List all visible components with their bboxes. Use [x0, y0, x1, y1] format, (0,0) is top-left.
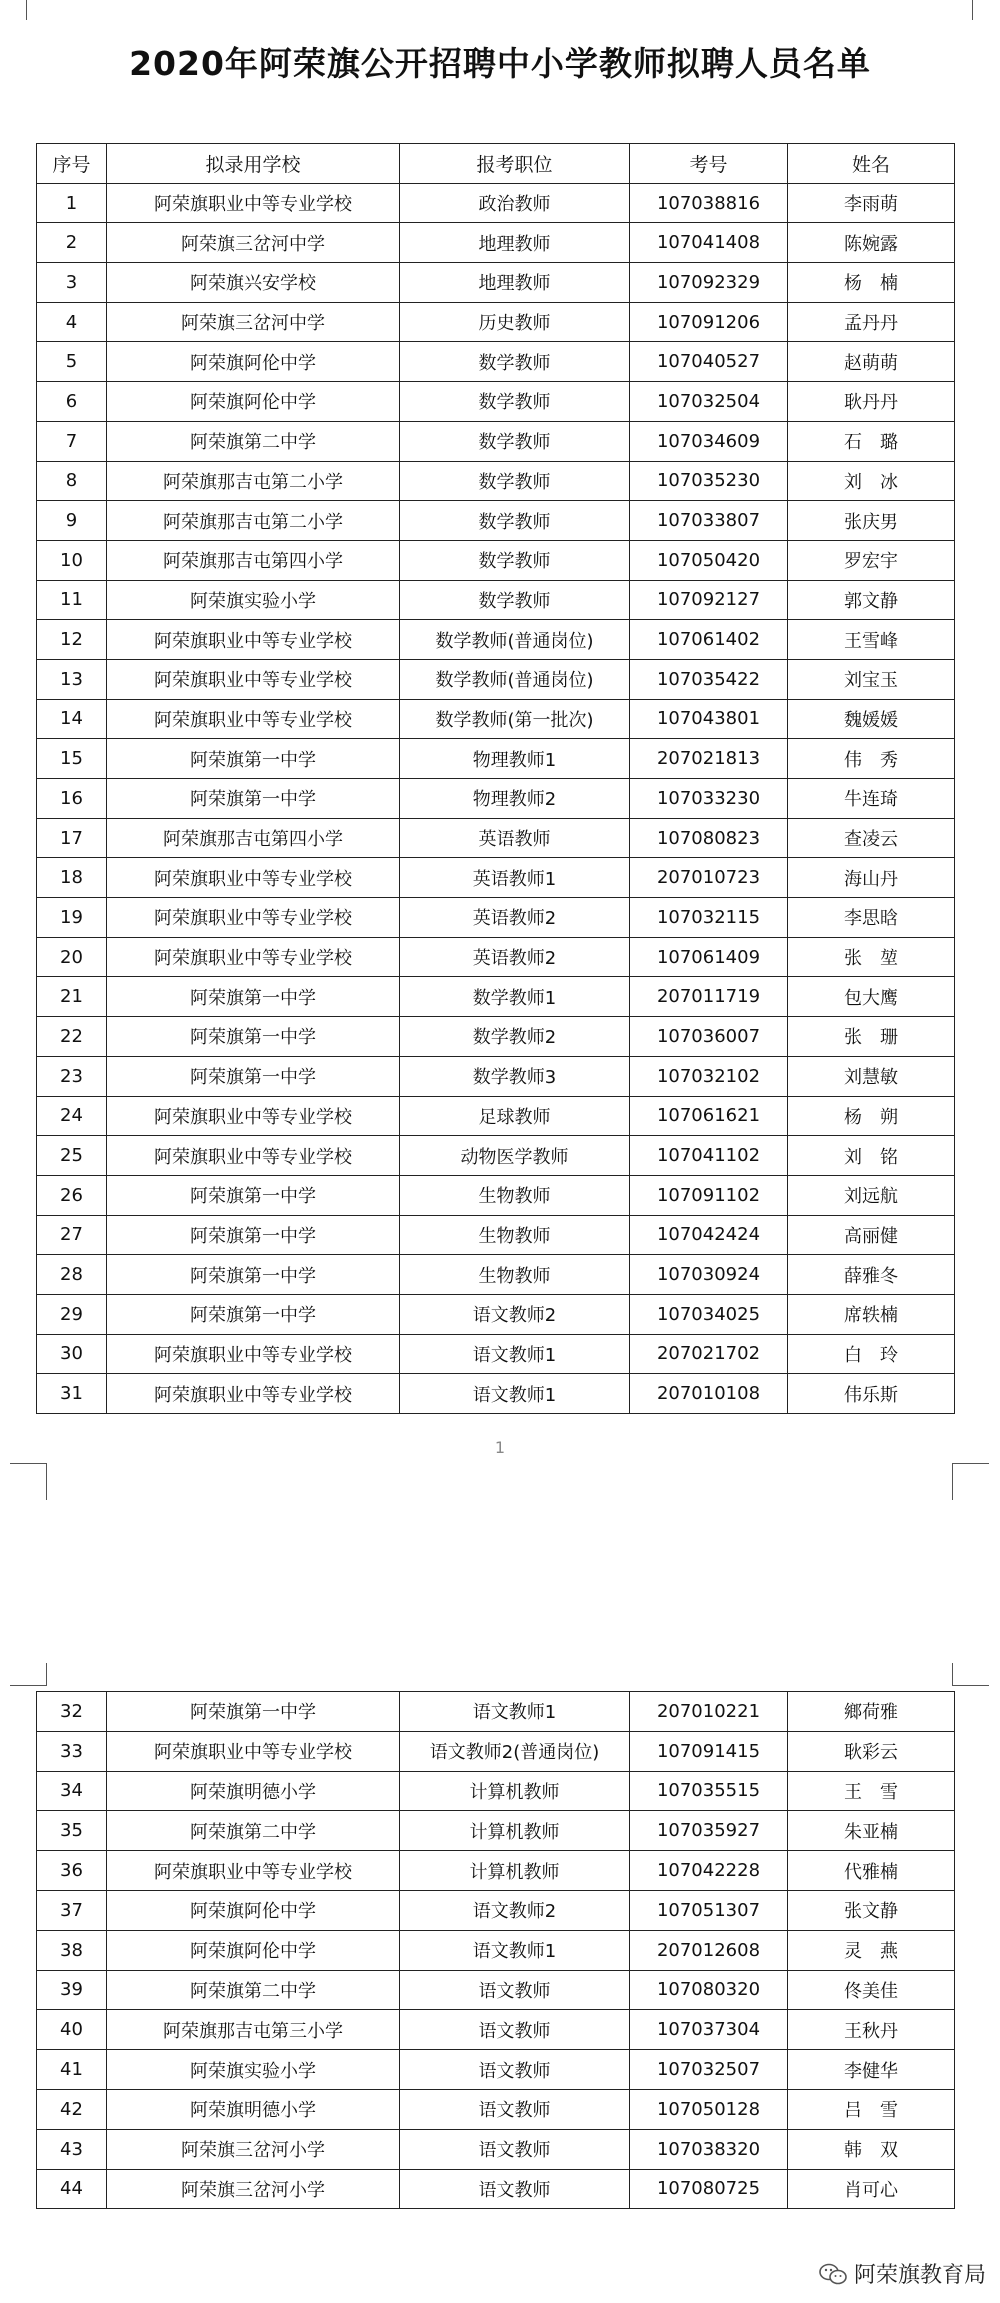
- cell-position: 语文教师1: [400, 1334, 630, 1374]
- table-row: [37, 2129, 955, 2169]
- table-row: [37, 818, 955, 858]
- cell-position: 计算机教师: [400, 1771, 630, 1811]
- cell-seq: 39: [37, 1970, 107, 2010]
- cell-name: 罗宏宇: [788, 540, 955, 580]
- cell-seq: 19: [37, 898, 107, 938]
- cell-name: 鄉荷雅: [788, 1692, 955, 1732]
- cell-exam-id: 107061402: [630, 620, 788, 660]
- table-row: [37, 1851, 955, 1891]
- cell-seq: 3: [37, 263, 107, 303]
- cell-position: 语文教师: [400, 2169, 630, 2209]
- cell-seq: 8: [37, 461, 107, 501]
- table-row: [37, 937, 955, 977]
- cell-school: 阿荣旗阿伦中学: [107, 342, 400, 382]
- cell-school: 阿荣旗职业中等专业学校: [107, 937, 400, 977]
- table-row: [37, 1374, 955, 1414]
- cell-position: 数学教师: [400, 501, 630, 541]
- table-row: [37, 858, 955, 898]
- cell-position: 数学教师1: [400, 977, 630, 1017]
- cell-name: 陈婉露: [788, 223, 955, 263]
- cell-school: 阿荣旗第一中学: [107, 1692, 400, 1732]
- cell-name: 牛连琦: [788, 779, 955, 819]
- cell-seq: 33: [37, 1731, 107, 1771]
- cell-position: 生物教师: [400, 1255, 630, 1295]
- cell-school: 阿荣旗那吉屯第四小学: [107, 540, 400, 580]
- cell-name: 伟 秀: [788, 739, 955, 779]
- roster-table-page2: [36, 1691, 955, 2209]
- table-row: [37, 1334, 955, 1374]
- cell-exam-id: 207021813: [630, 739, 788, 779]
- cell-position: 数学教师: [400, 540, 630, 580]
- cell-exam-id: 107092127: [630, 580, 788, 620]
- cell-name: 李思晗: [788, 898, 955, 938]
- cell-school: 阿荣旗职业中等专业学校: [107, 699, 400, 739]
- cell-seq: 30: [37, 1334, 107, 1374]
- cell-exam-id: 107050128: [630, 2089, 788, 2129]
- cell-seq: 38: [37, 1930, 107, 1970]
- table-row: [37, 898, 955, 938]
- cell-exam-id: 107036007: [630, 1017, 788, 1057]
- table-row: [37, 382, 955, 422]
- table-row: [37, 461, 955, 501]
- cell-name: 张 珊: [788, 1017, 955, 1057]
- cell-position: 物理教师1: [400, 739, 630, 779]
- cell-name: 海山丹: [788, 858, 955, 898]
- table-row: [37, 1255, 955, 1295]
- cell-seq: 23: [37, 1056, 107, 1096]
- cell-seq: 6: [37, 382, 107, 422]
- cell-position: 生物教师: [400, 1175, 630, 1215]
- table-row: [37, 342, 955, 382]
- cell-name: 郭文静: [788, 580, 955, 620]
- table-row: [37, 2010, 955, 2050]
- cell-exam-id: 207011719: [630, 977, 788, 1017]
- cell-exam-id: 107041102: [630, 1136, 788, 1176]
- table-row: [37, 1970, 955, 2010]
- cell-exam-id: 107040527: [630, 342, 788, 382]
- cell-school: 阿荣旗职业中等专业学校: [107, 620, 400, 660]
- cell-seq: 4: [37, 302, 107, 342]
- cell-name: 灵 燕: [788, 1930, 955, 1970]
- table-header-row: [37, 144, 955, 184]
- cell-school: 阿荣旗职业中等专业学校: [107, 1851, 400, 1891]
- cell-seq: 34: [37, 1771, 107, 1811]
- cell-exam-id: 107030924: [630, 1255, 788, 1295]
- cell-position: 数学教师: [400, 461, 630, 501]
- cell-position: 数学教师(普通岗位): [400, 659, 630, 699]
- crop-mark-bottom-left: [10, 1463, 47, 1500]
- cell-name: 王秋丹: [788, 2010, 955, 2050]
- cell-position: 数学教师: [400, 382, 630, 422]
- cell-exam-id: 107080320: [630, 1970, 788, 2010]
- cell-exam-id: 107032507: [630, 2050, 788, 2090]
- table-row: [37, 223, 955, 263]
- table-row: [37, 1930, 955, 1970]
- cell-position: 语文教师1: [400, 1692, 630, 1732]
- cell-seq: 9: [37, 501, 107, 541]
- cell-seq: 7: [37, 421, 107, 461]
- table-row: [37, 1692, 955, 1732]
- cell-position: 语文教师2: [400, 1294, 630, 1334]
- cell-school: 阿荣旗实验小学: [107, 2050, 400, 2090]
- cell-position: 地理教师: [400, 263, 630, 303]
- cell-name: 佟美佳: [788, 1970, 955, 2010]
- cell-name: 杨 朔: [788, 1096, 955, 1136]
- cell-school: 阿荣旗明德小学: [107, 2089, 400, 2129]
- cell-seq: 13: [37, 659, 107, 699]
- cell-exam-id: 107034609: [630, 421, 788, 461]
- cell-exam-id: 107091415: [630, 1731, 788, 1771]
- cell-exam-id: 107032504: [630, 382, 788, 422]
- cell-seq: 11: [37, 580, 107, 620]
- cell-name: 代雅楠: [788, 1851, 955, 1891]
- table-row: [37, 1215, 955, 1255]
- crop-mark-page2-top-left: [10, 1663, 47, 1686]
- table-row: [37, 501, 955, 541]
- table-row: [37, 2089, 955, 2129]
- cell-school: 阿荣旗职业中等专业学校: [107, 1334, 400, 1374]
- cell-exam-id: 107042228: [630, 1851, 788, 1891]
- table-row: [37, 263, 955, 303]
- header-exam-id: 考号: [630, 144, 788, 184]
- cell-exam-id: 107061621: [630, 1096, 788, 1136]
- cell-name: 高丽健: [788, 1215, 955, 1255]
- cell-school: 阿荣旗阿伦中学: [107, 1930, 400, 1970]
- cell-seq: 26: [37, 1175, 107, 1215]
- cell-name: 包大鹰: [788, 977, 955, 1017]
- cell-position: 动物医学教师: [400, 1136, 630, 1176]
- cell-seq: 12: [37, 620, 107, 660]
- cell-exam-id: 107061409: [630, 937, 788, 977]
- cell-position: 地理教师: [400, 223, 630, 263]
- cell-exam-id: 107041408: [630, 223, 788, 263]
- cell-seq: 16: [37, 779, 107, 819]
- cell-seq: 41: [37, 2050, 107, 2090]
- table-row: [37, 1890, 955, 1930]
- cell-school: 阿荣旗职业中等专业学校: [107, 1136, 400, 1176]
- cell-seq: 28: [37, 1255, 107, 1295]
- cell-school: 阿荣旗那吉屯第三小学: [107, 2010, 400, 2050]
- cell-seq: 35: [37, 1811, 107, 1851]
- table-row: [37, 1096, 955, 1136]
- cell-exam-id: 107042424: [630, 1215, 788, 1255]
- cell-school: 阿荣旗职业中等专业学校: [107, 1096, 400, 1136]
- cell-seq: 18: [37, 858, 107, 898]
- cell-position: 数学教师(普通岗位): [400, 620, 630, 660]
- cell-exam-id: 107038816: [630, 183, 788, 223]
- cell-name: 张 堃: [788, 937, 955, 977]
- cell-school: 阿荣旗第一中学: [107, 1294, 400, 1334]
- cell-name: 刘 铭: [788, 1136, 955, 1176]
- cell-name: 朱亚楠: [788, 1811, 955, 1851]
- cell-position: 数学教师: [400, 580, 630, 620]
- cell-exam-id: 107080823: [630, 818, 788, 858]
- cell-exam-id: 107050420: [630, 540, 788, 580]
- cell-seq: 10: [37, 540, 107, 580]
- header-seq: 序号: [37, 144, 107, 184]
- cell-name: 杨 楠: [788, 263, 955, 303]
- cell-position: 数学教师2: [400, 1017, 630, 1057]
- cell-position: 语文教师: [400, 2089, 630, 2129]
- header-position: 报考职位: [400, 144, 630, 184]
- account-watermark: [818, 2258, 986, 2289]
- cell-school: 阿荣旗阿伦中学: [107, 1890, 400, 1930]
- cell-exam-id: 107035515: [630, 1771, 788, 1811]
- cell-name: 韩 双: [788, 2129, 955, 2169]
- cell-exam-id: 107035422: [630, 659, 788, 699]
- cell-seq: 22: [37, 1017, 107, 1057]
- table-row: [37, 421, 955, 461]
- cell-school: 阿荣旗职业中等专业学校: [107, 1374, 400, 1414]
- cell-position: 语文教师1: [400, 1374, 630, 1414]
- cell-exam-id: 107092329: [630, 263, 788, 303]
- cell-exam-id: 107043801: [630, 699, 788, 739]
- cell-school: 阿荣旗三岔河小学: [107, 2129, 400, 2169]
- cell-school: 阿荣旗第一中学: [107, 739, 400, 779]
- cell-name: 耿丹丹: [788, 382, 955, 422]
- cell-seq: 32: [37, 1692, 107, 1732]
- table-row: [37, 1175, 955, 1215]
- table-row: [37, 659, 955, 699]
- cell-position: 数学教师(第一批次): [400, 699, 630, 739]
- cell-school: 阿荣旗那吉屯第二小学: [107, 461, 400, 501]
- cell-name: 席轶楠: [788, 1294, 955, 1334]
- cell-school: 阿荣旗那吉屯第四小学: [107, 818, 400, 858]
- cell-name: 王 雪: [788, 1771, 955, 1811]
- wechat-icon: [818, 2262, 848, 2286]
- crop-mark-top-right: [972, 0, 973, 20]
- cell-exam-id: 107032115: [630, 898, 788, 938]
- page-number: 1: [494, 1438, 506, 1457]
- cell-name: 白 玲: [788, 1334, 955, 1374]
- cell-position: 英语教师2: [400, 898, 630, 938]
- cell-school: 阿荣旗那吉屯第二小学: [107, 501, 400, 541]
- cell-name: 孟丹丹: [788, 302, 955, 342]
- cell-seq: 40: [37, 2010, 107, 2050]
- cell-name: 李雨萌: [788, 183, 955, 223]
- table-row: [37, 1811, 955, 1851]
- cell-name: 赵萌萌: [788, 342, 955, 382]
- crop-mark-bottom-right: [952, 1463, 989, 1500]
- cell-school: 阿荣旗三岔河中学: [107, 302, 400, 342]
- cell-name: 刘宝玉: [788, 659, 955, 699]
- cell-name: 肖可心: [788, 2169, 955, 2209]
- cell-position: 政治教师: [400, 183, 630, 223]
- cell-name: 吕 雪: [788, 2089, 955, 2129]
- cell-school: 阿荣旗第一中学: [107, 1056, 400, 1096]
- cell-position: 计算机教师: [400, 1851, 630, 1891]
- table-body-page1: [37, 183, 955, 1413]
- cell-school: 阿荣旗第二中学: [107, 1811, 400, 1851]
- cell-seq: 14: [37, 699, 107, 739]
- cell-name: 薛雅冬: [788, 1255, 955, 1295]
- cell-name: 刘 冰: [788, 461, 955, 501]
- cell-position: 英语教师2: [400, 937, 630, 977]
- cell-seq: 27: [37, 1215, 107, 1255]
- cell-school: 阿荣旗第一中学: [107, 1215, 400, 1255]
- cell-exam-id: 207010108: [630, 1374, 788, 1414]
- cell-seq: 17: [37, 818, 107, 858]
- cell-seq: 24: [37, 1096, 107, 1136]
- table-row: [37, 1731, 955, 1771]
- table-row: [37, 540, 955, 580]
- cell-seq: 1: [37, 183, 107, 223]
- cell-position: 语文教师: [400, 2129, 630, 2169]
- cell-seq: 5: [37, 342, 107, 382]
- cell-school: 阿荣旗职业中等专业学校: [107, 858, 400, 898]
- cell-seq: 31: [37, 1374, 107, 1414]
- cell-seq: 29: [37, 1294, 107, 1334]
- table-row: [37, 1136, 955, 1176]
- cell-seq: 15: [37, 739, 107, 779]
- cell-seq: 44: [37, 2169, 107, 2209]
- cell-school: 阿荣旗第一中学: [107, 1175, 400, 1215]
- cell-school: 阿荣旗兴安学校: [107, 263, 400, 303]
- cell-position: 数学教师: [400, 342, 630, 382]
- cell-name: 魏媛媛: [788, 699, 955, 739]
- cell-seq: 42: [37, 2089, 107, 2129]
- cell-name: 王雪峰: [788, 620, 955, 660]
- cell-seq: 21: [37, 977, 107, 1017]
- cell-exam-id: 107051307: [630, 1890, 788, 1930]
- cell-exam-id: 207010221: [630, 1692, 788, 1732]
- table-row: [37, 580, 955, 620]
- cell-position: 物理教师2: [400, 779, 630, 819]
- cell-position: 语文教师: [400, 2010, 630, 2050]
- cell-school: 阿荣旗职业中等专业学校: [107, 898, 400, 938]
- table-row: [37, 779, 955, 819]
- cell-exam-id: 107034025: [630, 1294, 788, 1334]
- cell-exam-id: 107080725: [630, 2169, 788, 2209]
- cell-exam-id: 107033230: [630, 779, 788, 819]
- cell-exam-id: 107091102: [630, 1175, 788, 1215]
- document-title: 2020年阿荣旗公开招聘中小学教师拟聘人员名单: [129, 44, 871, 83]
- crop-mark-top-left: [26, 0, 27, 20]
- cell-school: 阿荣旗第一中学: [107, 779, 400, 819]
- table-row: [37, 2050, 955, 2090]
- table-row: [37, 1056, 955, 1096]
- cell-position: 计算机教师: [400, 1811, 630, 1851]
- cell-seq: 36: [37, 1851, 107, 1891]
- table-body-page2: [37, 1692, 955, 2209]
- roster-table-page1: [36, 143, 955, 1414]
- cell-exam-id: 107033807: [630, 501, 788, 541]
- cell-seq: 43: [37, 2129, 107, 2169]
- cell-school: 阿荣旗阿伦中学: [107, 382, 400, 422]
- cell-name: 石 璐: [788, 421, 955, 461]
- cell-name: 刘远航: [788, 1175, 955, 1215]
- table-row: [37, 302, 955, 342]
- cell-school: 阿荣旗职业中等专业学校: [107, 183, 400, 223]
- cell-exam-id: 107035927: [630, 1811, 788, 1851]
- cell-exam-id: 107037304: [630, 2010, 788, 2050]
- cell-name: 查凌云: [788, 818, 955, 858]
- cell-exam-id: 107035230: [630, 461, 788, 501]
- cell-exam-id: 207021702: [630, 1334, 788, 1374]
- cell-name: 张庆男: [788, 501, 955, 541]
- cell-exam-id: 207010723: [630, 858, 788, 898]
- cell-school: 阿荣旗第一中学: [107, 1017, 400, 1057]
- cell-school: 阿荣旗职业中等专业学校: [107, 1731, 400, 1771]
- cell-school: 阿荣旗第一中学: [107, 1255, 400, 1295]
- cell-position: 语文教师2: [400, 1890, 630, 1930]
- cell-exam-id: 107038320: [630, 2129, 788, 2169]
- cell-position: 语文教师: [400, 1970, 630, 2010]
- header-school: 拟录用学校: [107, 144, 400, 184]
- cell-exam-id: 107091206: [630, 302, 788, 342]
- cell-position: 语文教师1: [400, 1930, 630, 1970]
- cell-school: 阿荣旗三岔河中学: [107, 223, 400, 263]
- cell-position: 数学教师3: [400, 1056, 630, 1096]
- cell-school: 阿荣旗三岔河小学: [107, 2169, 400, 2209]
- table-row: [37, 1017, 955, 1057]
- cell-school: 阿荣旗第二中学: [107, 1970, 400, 2010]
- cell-seq: 2: [37, 223, 107, 263]
- table-row: [37, 183, 955, 223]
- table-row: [37, 2169, 955, 2209]
- cell-school: 阿荣旗实验小学: [107, 580, 400, 620]
- cell-exam-id: 107032102: [630, 1056, 788, 1096]
- cell-name: 刘慧敏: [788, 1056, 955, 1096]
- cell-school: 阿荣旗第二中学: [107, 421, 400, 461]
- cell-position: 足球教师: [400, 1096, 630, 1136]
- cell-name: 李健华: [788, 2050, 955, 2090]
- cell-seq: 37: [37, 1890, 107, 1930]
- cell-name: 张文静: [788, 1890, 955, 1930]
- cell-position: 语文教师: [400, 2050, 630, 2090]
- cell-name: 伟乐斯: [788, 1374, 955, 1414]
- cell-school: 阿荣旗第一中学: [107, 977, 400, 1017]
- cell-position: 英语教师1: [400, 858, 630, 898]
- cell-seq: 20: [37, 937, 107, 977]
- table-row: [37, 977, 955, 1017]
- cell-exam-id: 207012608: [630, 1930, 788, 1970]
- table-row: [37, 1294, 955, 1334]
- crop-mark-page2-top-right: [952, 1663, 989, 1686]
- cell-position: 英语教师: [400, 818, 630, 858]
- cell-seq: 25: [37, 1136, 107, 1176]
- cell-school: 阿荣旗职业中等专业学校: [107, 659, 400, 699]
- table-row: [37, 699, 955, 739]
- table-row: [37, 739, 955, 779]
- cell-position: 语文教师2(普通岗位): [400, 1731, 630, 1771]
- watermark-text: 阿荣旗教育局: [853, 2263, 986, 2288]
- cell-name: 耿彩云: [788, 1731, 955, 1771]
- table-row: [37, 1771, 955, 1811]
- cell-position: 数学教师: [400, 421, 630, 461]
- cell-position: 历史教师: [400, 302, 630, 342]
- header-name: 姓名: [788, 144, 955, 184]
- table-row: [37, 620, 955, 660]
- cell-position: 生物教师: [400, 1215, 630, 1255]
- cell-school: 阿荣旗明德小学: [107, 1771, 400, 1811]
